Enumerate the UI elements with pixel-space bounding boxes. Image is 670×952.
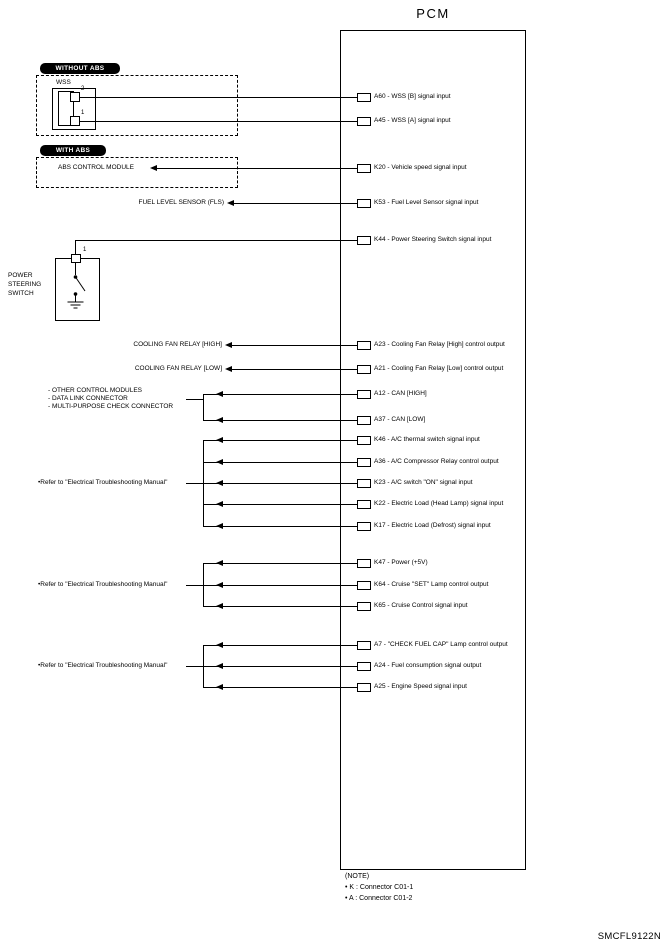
wire-k64 <box>203 585 357 586</box>
pin-label-k44: K44 - Power Steering Switch signal input <box>374 236 492 243</box>
pin-label-a7: A7 - "CHECK FUEL CAP" Lamp control output <box>374 641 508 648</box>
pcm-title: PCM <box>416 6 450 21</box>
wire-a37 <box>203 420 357 421</box>
wire-k46 <box>203 440 357 441</box>
signal-arrow-k46 <box>216 437 223 443</box>
pin-terminal-a24 <box>357 662 371 671</box>
note-line-k: • K : Connector C01-1 <box>345 884 414 891</box>
pin-terminal-k23 <box>357 479 371 488</box>
psw-label-line2: STEERING <box>8 281 42 288</box>
pin-terminal-a36 <box>357 458 371 467</box>
signal-arrow-a7 <box>216 642 223 648</box>
signal-arrow-k17 <box>216 523 223 529</box>
with-abs-tag: WITH ABS <box>40 145 106 156</box>
refer-note-3: •Refer to "Electrical Troubleshooting Manual" <box>38 662 168 669</box>
pin-label-a25: A25 - Engine Speed signal input <box>374 683 467 690</box>
pin-terminal-a37 <box>357 416 371 425</box>
wss-label: WSS <box>56 79 71 86</box>
pin-terminal-k53 <box>357 199 371 208</box>
signal-arrow-k65 <box>216 603 223 609</box>
pin-label-k20: K20 - Vehicle speed signal input <box>374 164 467 171</box>
pin-terminal-a25 <box>357 683 371 692</box>
signal-arrow-k64 <box>216 582 223 588</box>
pin-label-a36: A36 - A/C Compressor Relay control output <box>374 458 499 465</box>
signal-arrow-a12 <box>216 391 223 397</box>
pin-label-k64: K64 - Cruise "SET" Lamp control output <box>374 581 489 588</box>
wire-k53 <box>233 203 357 204</box>
pin-label-a21: A21 - Cooling Fan Relay [Low] control output <box>374 365 504 372</box>
wire-a7 <box>203 645 357 646</box>
wss-pin-2-terminal <box>70 92 80 102</box>
wire-a12 <box>203 394 357 395</box>
wss-pin-2-number: 2 <box>81 86 85 92</box>
wire-a21 <box>231 369 357 370</box>
without-abs-tag: WITHOUT ABS <box>40 63 120 74</box>
pin-label-k22: K22 - Electric Load (Head Lamp) signal input <box>374 500 504 507</box>
signal-arrow-a24 <box>216 663 223 669</box>
pin-terminal-k22 <box>357 500 371 509</box>
pin-terminal-a45 <box>357 117 371 126</box>
pin-terminal-a7 <box>357 641 371 650</box>
signal-arrow-a36 <box>216 459 223 465</box>
wire-a45 <box>80 121 357 122</box>
wss-pin-1-number: 1 <box>81 110 85 116</box>
signal-arrow-k22 <box>216 501 223 507</box>
refer-note-1: •Refer to "Electrical Troubleshooting Manual" <box>38 479 168 486</box>
wire-a25 <box>203 687 357 688</box>
note-line-a: • A : Connector C01-2 <box>345 895 413 902</box>
pin-label-a24: A24 - Fuel consumption signal output <box>374 662 482 669</box>
cruise-bracket-stub <box>186 585 203 586</box>
can-node-1: - OTHER CONTROL MODULES <box>48 387 143 394</box>
pin-label-k23: K23 - A/C switch "ON" signal input <box>374 479 473 486</box>
wire-k44-vertical <box>75 240 76 255</box>
pin-label-a45: A45 - WSS [A] signal input <box>374 117 451 124</box>
power-steering-switch-symbol <box>55 254 101 328</box>
wire-k17 <box>203 526 357 527</box>
doc-code: SMCFL9122N <box>597 931 661 942</box>
cooling-fan-high-label: COOLING FAN RELAY [HIGH] <box>133 341 222 348</box>
pin-label-a37: A37 - CAN [LOW] <box>374 416 426 423</box>
pin-terminal-k46 <box>357 436 371 445</box>
pin-terminal-a12 <box>357 390 371 399</box>
pin-terminal-k44 <box>357 236 371 245</box>
pcm-box <box>340 30 526 870</box>
wire-a24 <box>203 666 357 667</box>
pin-terminal-k17 <box>357 522 371 531</box>
wire-k20 <box>156 168 357 169</box>
can-node-3: - MULTI-PURPOSE CHECK CONNECTOR <box>48 403 174 410</box>
wire-k22 <box>203 504 357 505</box>
note-title: (NOTE) <box>345 873 370 880</box>
pin-terminal-a60 <box>357 93 371 102</box>
pin-terminal-k64 <box>357 581 371 590</box>
can-bracket-stub <box>186 399 203 400</box>
can-node-2: - DATA LINK CONNECTOR <box>48 395 128 402</box>
wire-a60 <box>80 97 357 98</box>
ac-bracket-stub <box>186 483 203 484</box>
signal-arrow-a25 <box>216 684 223 690</box>
psw-label-line1: POWER <box>8 272 33 279</box>
pin-terminal-a21 <box>357 365 371 374</box>
fls-label: FUEL LEVEL SENSOR (FLS) <box>138 199 224 206</box>
pin-terminal-a23 <box>357 341 371 350</box>
pin-label-k47: K47 - Power (+5V) <box>374 559 428 566</box>
signal-arrow-k23 <box>216 480 223 486</box>
signal-arrow-a37 <box>216 417 223 423</box>
pin-label-k65: K65 - Cruise Control signal input <box>374 602 468 609</box>
pin-label-a12: A12 - CAN [HIGH] <box>374 390 427 397</box>
refer-note-2: •Refer to "Electrical Troubleshooting Manual" <box>38 581 168 588</box>
pin-terminal-k65 <box>357 602 371 611</box>
pin-label-k53: K53 - Fuel Level Sensor signal input <box>374 199 479 206</box>
wire-k44 <box>75 240 357 241</box>
wire-k23 <box>203 483 357 484</box>
wire-a23 <box>231 345 357 346</box>
wss-pin-1-terminal <box>70 116 80 126</box>
pin-terminal-k20 <box>357 164 371 173</box>
pin-label-a60: A60 - WSS [B] signal input <box>374 93 451 100</box>
wire-a36 <box>203 462 357 463</box>
pin-label-k46: K46 - A/C thermal switch signal input <box>374 436 480 443</box>
abs-dashed-box <box>36 157 238 188</box>
can-bracket <box>203 394 204 421</box>
abs-module-label: ABS CONTROL MODULE <box>58 164 134 171</box>
psw-label-line3: SWITCH <box>8 290 34 297</box>
pin-label-a23: A23 - Cooling Fan Relay [High] control output <box>374 341 505 348</box>
signal-arrow-k47 <box>216 560 223 566</box>
cooling-fan-low-label: COOLING FAN RELAY [LOW] <box>134 365 222 372</box>
lamp-bracket-stub <box>186 666 203 667</box>
wire-k65 <box>203 606 357 607</box>
psw-terminal-number: 1 <box>83 247 87 253</box>
wire-k47 <box>203 563 357 564</box>
pin-terminal-k47 <box>357 559 371 568</box>
pin-label-k17: K17 - Electric Load (Defrost) signal input <box>374 522 491 529</box>
